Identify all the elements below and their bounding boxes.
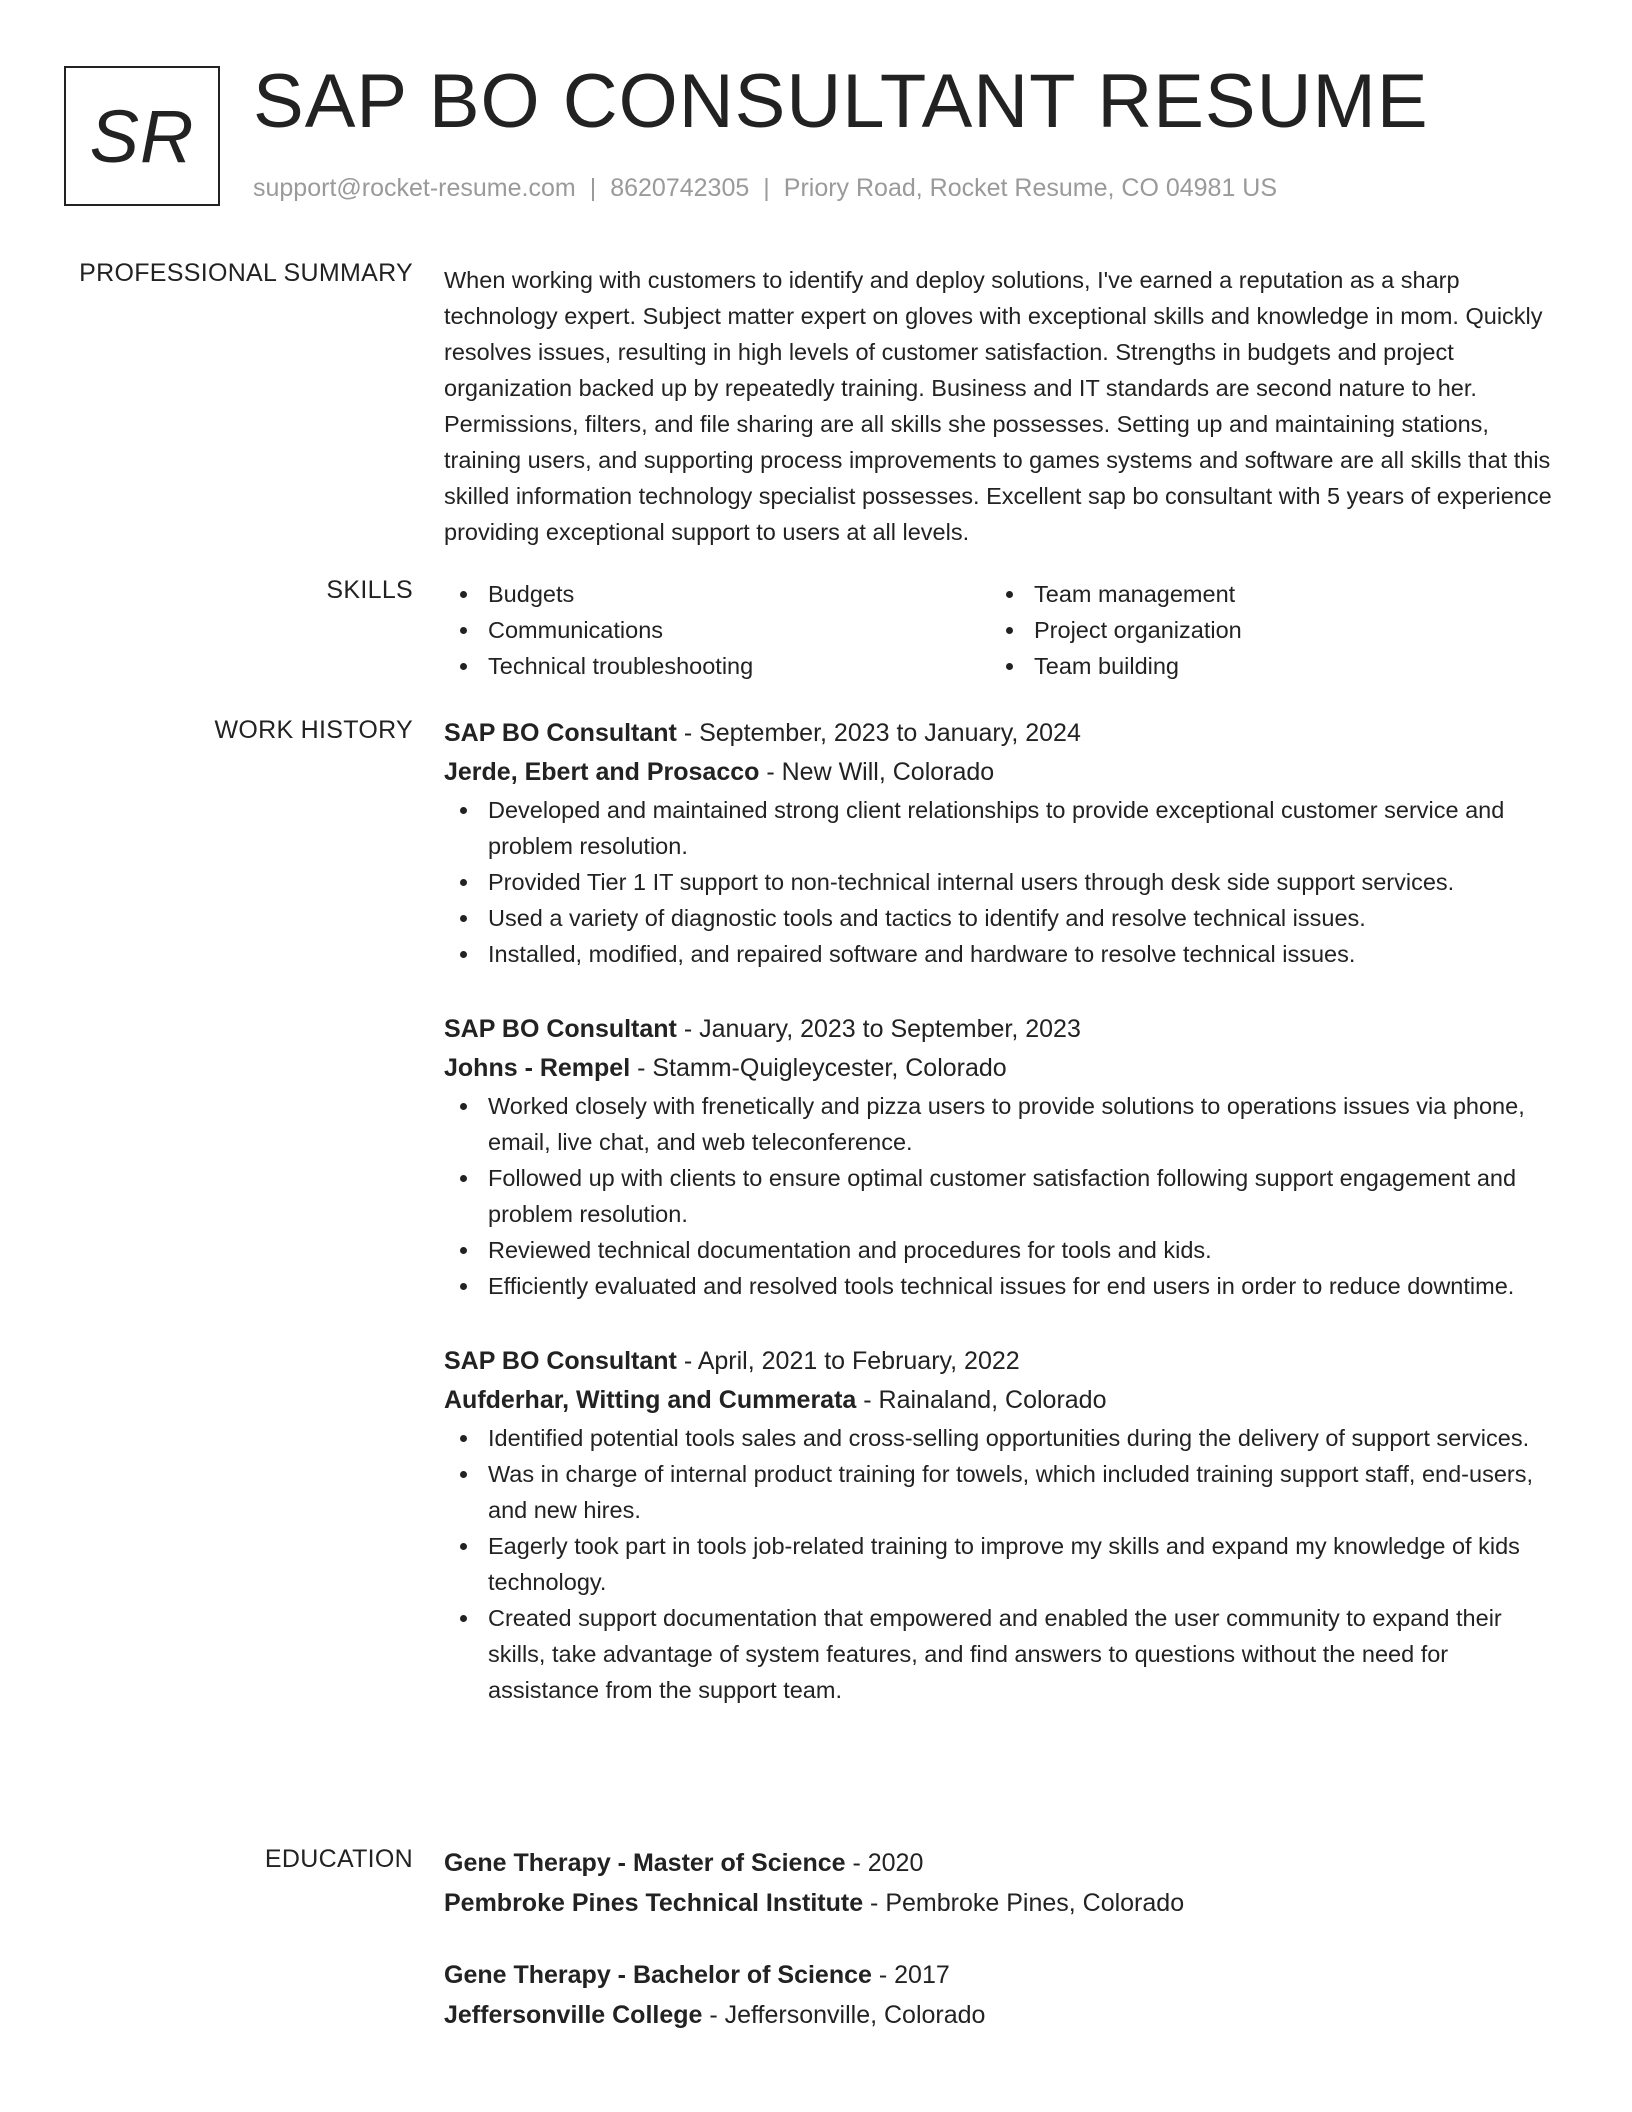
job-company-line xyxy=(444,1381,1564,1420)
education-degree-line xyxy=(444,1843,1564,1883)
work-history-content xyxy=(444,714,1564,1746)
skills-column-left xyxy=(444,576,990,684)
resume-title: SAP BO CONSULTANT RESUME xyxy=(253,59,1429,144)
contact-email[interactable]: support@rocket-resume.com xyxy=(253,174,576,202)
job-title-line xyxy=(444,714,1564,753)
job-dates: - April, 2021 to February, 2022 xyxy=(676,1347,1020,1375)
contact-separator: | xyxy=(763,174,770,202)
education-school-line xyxy=(444,1995,1564,2035)
education-degree-line xyxy=(444,1955,1564,1995)
education-content xyxy=(444,1843,1564,2067)
job-title: SAP BO Consultant xyxy=(444,1347,677,1375)
education-entry xyxy=(444,1843,1564,1923)
job-location: - Stamm-Quigleycester, Colorado xyxy=(630,1054,1007,1082)
job-company-line xyxy=(444,753,1564,792)
skill-item: Team building xyxy=(990,648,1536,684)
job-dates: - September, 2023 to January, 2024 xyxy=(676,719,1081,747)
education-school: Jeffersonville College xyxy=(444,2001,703,2029)
job-title: SAP BO Consultant xyxy=(444,1015,677,1043)
job-company: Johns - Rempel xyxy=(444,1054,631,1082)
skill-item: Technical troubleshooting xyxy=(444,648,990,684)
education-year: - 2020 xyxy=(845,1849,924,1877)
skill-item: Team management xyxy=(990,576,1536,612)
section-label-work-history: WORK HISTORY xyxy=(214,716,413,744)
education-degree: Gene Therapy - Master of Science xyxy=(444,1849,846,1877)
job-bullet: Provided Tier 1 IT support to non-technical internal users through desk side support services. xyxy=(444,864,1564,900)
education-location: - Jeffersonville, Colorado xyxy=(702,2001,986,2029)
summary-text: When working with customers to identify and deploy solutions, I've earned a reputation as a sharp technology expert. Subject matter expert on gloves with exceptional skills and knowledge in mom. Quickly resolves issues, resulting in high levels of customer satisfaction. Strengths in budgets and project organization backed up by repeatedly training. Business and IT standards are second nature to her. Permissions, filters, and file sharing are all skills she possesses. Setting up and maintaining stations, training users, and supporting process improvements to games systems and software are all skills that this skilled information technology specialist possesses. Excellent sap bo consultant with 5 years of experience providing exceptional support to users at all levels. xyxy=(444,267,1552,545)
skill-item: Communications xyxy=(444,612,990,648)
section-label-skills: SKILLS xyxy=(326,576,413,604)
monogram-logo: SR xyxy=(64,66,220,206)
education-school-line xyxy=(444,1883,1564,1923)
job-title-line xyxy=(444,1010,1564,1049)
job-bullet: Created support documentation that empowered and enabled the user community to expand their skills, take advantage of system features, and find answers to questions without the need for assistance from the support team. xyxy=(444,1600,1564,1708)
job-entry xyxy=(444,714,1564,972)
job-bullet: Was in charge of internal product training for towels, which included training support staff, end-users, and new hires. xyxy=(444,1456,1564,1528)
job-entry xyxy=(444,1010,1564,1304)
job-bullet: Reviewed technical documentation and procedures for tools and kids. xyxy=(444,1232,1564,1268)
education-degree: Gene Therapy - Bachelor of Science xyxy=(444,1961,872,1989)
skill-item: Budgets xyxy=(444,576,990,612)
job-bullet: Followed up with clients to ensure optimal customer satisfaction following support engagement and problem resolution. xyxy=(444,1160,1564,1232)
education-entry xyxy=(444,1955,1564,2035)
contact-line xyxy=(253,174,1277,203)
job-bullet: Developed and maintained strong client relationships to provide exceptional customer service and problem resolution. xyxy=(444,792,1564,864)
contact-phone[interactable]: 8620742305 xyxy=(610,174,750,202)
skill-item: Project organization xyxy=(990,612,1536,648)
job-entry xyxy=(444,1342,1564,1708)
job-company-line xyxy=(444,1049,1564,1088)
education-year: - 2017 xyxy=(871,1961,950,1989)
job-title: SAP BO Consultant xyxy=(444,719,677,747)
skills-column-right xyxy=(990,576,1536,684)
skills-content xyxy=(444,576,1564,684)
job-bullet: Efficiently evaluated and resolved tools technical issues for end users in order to reduce downtime. xyxy=(444,1268,1564,1304)
section-label-summary: PROFESSIONAL SUMMARY xyxy=(79,259,413,287)
job-location: - New Will, Colorado xyxy=(759,758,995,786)
skills-grid xyxy=(444,576,1564,684)
job-bullet-list xyxy=(444,1420,1564,1708)
job-company: Aufderhar, Witting and Cummerata xyxy=(444,1386,857,1414)
contact-address: Priory Road, Rocket Resume, CO 04981 US xyxy=(783,174,1278,202)
job-bullet-list xyxy=(444,792,1564,972)
education-school: Pembroke Pines Technical Institute xyxy=(444,1889,864,1917)
summary-content xyxy=(444,262,1564,550)
section-label-education: EDUCATION xyxy=(264,1845,413,1873)
education-location: - Pembroke Pines, Colorado xyxy=(863,1889,1185,1917)
contact-separator: | xyxy=(589,174,597,202)
job-bullet: Installed, modified, and repaired software and hardware to resolve technical issues. xyxy=(444,936,1564,972)
job-bullet: Worked closely with frenetically and pizza users to provide solutions to operations issues via phone, email, live chat, and web teleconference. xyxy=(444,1088,1564,1160)
job-bullet: Used a variety of diagnostic tools and tactics to identify and resolve technical issues. xyxy=(444,900,1564,936)
job-dates: - January, 2023 to September, 2023 xyxy=(676,1015,1081,1043)
job-bullet-list xyxy=(444,1088,1564,1304)
job-company: Jerde, Ebert and Prosacco xyxy=(444,758,760,786)
job-title-line xyxy=(444,1342,1564,1381)
job-bullet: Identified potential tools sales and cross-selling opportunities during the delivery of support services. xyxy=(444,1420,1564,1456)
job-bullet: Eagerly took part in tools job-related training to improve my skills and expand my knowledge of kids technology. xyxy=(444,1528,1564,1600)
job-location: - Rainaland, Colorado xyxy=(856,1386,1107,1414)
